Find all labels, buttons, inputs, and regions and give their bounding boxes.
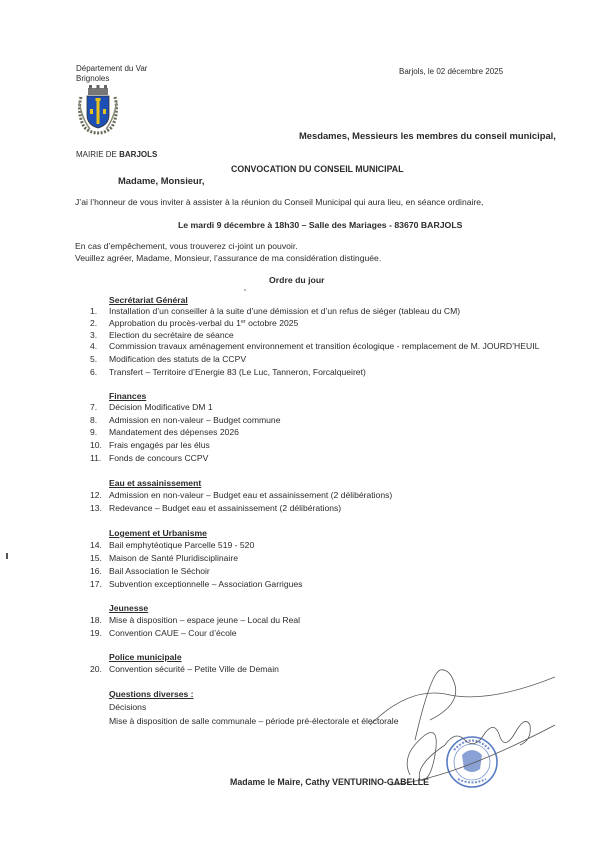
signatory-name: Madame le Maire, Cathy VENTURINO-GABELLE	[230, 777, 429, 787]
item-text: Frais engagés par les élus	[109, 440, 210, 450]
stray-dot	[244, 289, 246, 291]
item-number: 9.	[90, 427, 98, 437]
mairie-name: BARJOLS	[119, 150, 158, 159]
agenda-item	[90, 579, 302, 589]
section-title-finances: Finances	[109, 391, 147, 401]
agenda-item	[90, 415, 281, 425]
agenda-item	[90, 318, 298, 328]
proxy-note: En cas d’empêchement, vous trouverez ci-joint un pouvoir.	[75, 241, 298, 251]
closing-formula: Veuillez agréer, Madame, Monsieur, l’assurance de ma considération distinguée.	[75, 253, 382, 263]
item-number: 17.	[90, 579, 102, 589]
question-line: Mise à disposition de salle communale – période pré-électorale et électorale	[109, 716, 399, 726]
item-number: 13.	[90, 503, 102, 513]
item-number: 5.	[90, 354, 98, 364]
item-number: 18.	[90, 615, 102, 625]
item-text: Décision Modificative DM 1	[109, 402, 213, 412]
agenda-item	[90, 664, 279, 674]
official-stamp	[447, 737, 497, 787]
section-title-eau: Eau et assainissement	[109, 478, 202, 488]
item-number: 15.	[90, 553, 102, 563]
item-number: 8.	[90, 415, 98, 425]
item-text: Transfert – Territoire d’Energie 83 (Le Luc, Tanneron, Forcalqueiret)	[109, 367, 366, 377]
agenda-item	[90, 330, 234, 340]
item-number: 7.	[90, 402, 98, 412]
item-text: Admission en non-valeur – Budget commune	[109, 415, 281, 425]
margin-mark	[6, 553, 8, 559]
salutation: Madame, Monsieur,	[118, 175, 205, 186]
agenda-item	[90, 453, 208, 463]
item-number: 4.	[90, 341, 98, 351]
agenda-item	[90, 566, 210, 576]
document-title: CONVOCATION DU CONSEIL MUNICIPAL	[231, 164, 404, 174]
agenda-item	[90, 553, 238, 563]
ordinal-suffix: er	[240, 319, 246, 325]
item-text: Commission travaux aménagement environnement et transition écologique - remplacement de M. JOURD’HEUIL	[109, 341, 540, 351]
item-text: Convention sécurité – Petite Ville de Demain	[109, 664, 279, 674]
item-text: Installation d’un conseiller à la suite d’une démission et d’un refus de siéger (tableau du CM)	[109, 306, 461, 316]
mairie-label	[76, 150, 157, 159]
item-text: Maison de Santé Pluridisciplinaire	[109, 553, 238, 563]
section-title-police: Police municipale	[109, 652, 182, 662]
item-number: 16.	[90, 566, 102, 576]
handwritten-signature	[370, 670, 555, 785]
department-label: Département du Var	[76, 64, 148, 73]
item-text: Approbation du procès-verbal du 1	[109, 318, 241, 328]
agenda-item	[90, 341, 539, 351]
agenda-title: Ordre du jour	[269, 275, 325, 285]
item-number: 12.	[90, 490, 102, 500]
agenda-item	[90, 615, 300, 625]
item-text-end: octobre 2025	[245, 318, 299, 328]
item-number: 3.	[90, 330, 98, 340]
agenda-item	[90, 440, 210, 450]
section-title-logement: Logement et Urbanisme	[109, 528, 207, 538]
agenda-item	[90, 503, 341, 513]
section-title-questions: Questions diverses :	[109, 689, 194, 699]
section-title-secretariat: Secrétariat Général	[109, 295, 188, 305]
item-number: 10.	[90, 440, 102, 450]
item-text: Election du secrétaire de séance	[109, 330, 234, 340]
place-date: Barjols, le 02 décembre 2025	[399, 67, 504, 76]
arrondissement-label: Brignoles	[76, 74, 110, 83]
agenda-item	[90, 402, 213, 412]
item-number: 2.	[90, 318, 98, 328]
question-line: Décisions	[109, 702, 147, 712]
item-number: 6.	[90, 367, 98, 377]
item-text: Bail Association le Séchoir	[109, 566, 210, 576]
agenda-item	[90, 306, 460, 316]
mairie-prefix: MAIRIE DE	[76, 150, 120, 159]
agenda-item	[90, 354, 246, 364]
recipients-line: Mesdames, Messieurs les membres du conseil municipal,	[299, 130, 556, 141]
item-text: Redevance – Budget eau et assainissement (2 délibérations)	[109, 503, 342, 513]
item-text: Fonds de concours CCPV	[109, 453, 209, 463]
meeting-details: Le mardi 9 décembre à 18h30 – Salle des Mariages - 83670 BARJOLS	[178, 220, 463, 230]
item-text: Mandatement des dépenses 2026	[109, 427, 239, 437]
agenda-item	[90, 427, 239, 437]
town-crest-logo	[76, 83, 120, 135]
item-text: Modification des statuts de la CCPV	[109, 354, 247, 364]
agenda-item	[90, 628, 237, 638]
agenda-item	[90, 367, 366, 377]
item-number: 20.	[90, 664, 102, 674]
item-text: Mise à disposition – espace jeune – Local du Real	[109, 615, 301, 625]
item-text: Bail emphytéotique Parcelle 519 - 520	[109, 540, 255, 550]
agenda-item	[90, 490, 392, 500]
section-title-jeunesse: Jeunesse	[109, 603, 149, 613]
item-number: 1.	[90, 306, 98, 316]
item-text: Admission en non-valeur – Budget eau et assainissement (2 délibérations)	[109, 490, 393, 500]
item-number: 14.	[90, 540, 102, 550]
item-number: 11.	[90, 453, 102, 463]
item-text: Subvention exceptionnelle – Association Garrigues	[109, 579, 303, 589]
intro-paragraph: J’ai l’honneur de vous inviter à assister à la réunion du Conseil Municipal qui aura lieu, en séance ordinaire,	[75, 197, 484, 207]
agenda-item	[90, 540, 254, 550]
item-number: 19.	[90, 628, 102, 638]
item-text: Convention CAUE – Cour d’école	[109, 628, 237, 638]
